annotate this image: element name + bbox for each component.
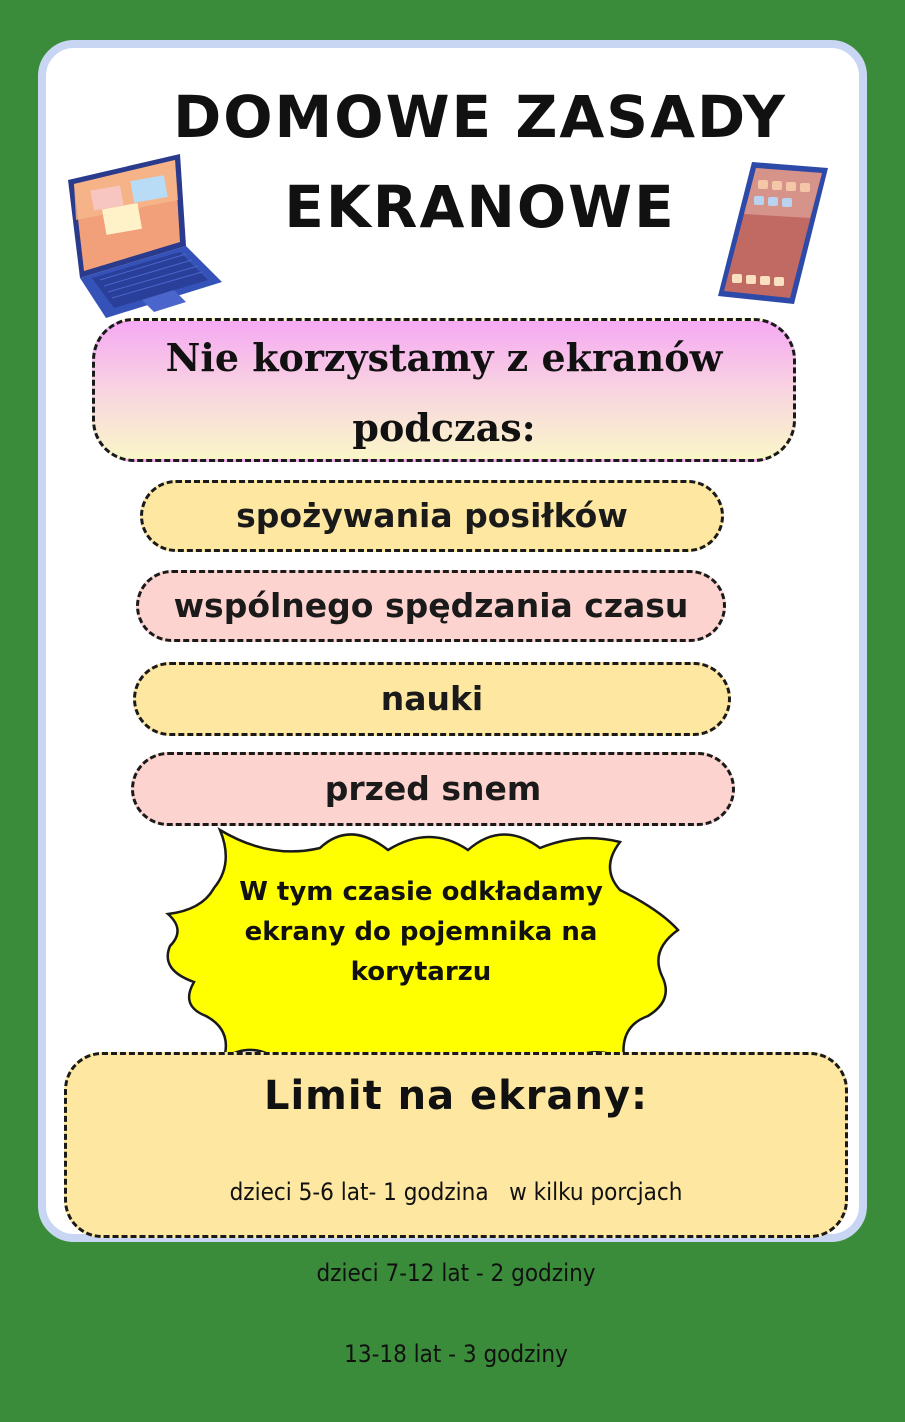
- title-line-2: EKRANOWE: [284, 173, 676, 241]
- lead-box: [92, 318, 796, 462]
- limit-line: dzieci 7-12 lat - 2 godziny: [316, 1259, 596, 1287]
- rule-pill-study: [133, 662, 731, 736]
- burst-message: [196, 872, 646, 992]
- rule-label: przed snem: [324, 769, 542, 808]
- burst-line-1: W tym czasie odkładamy: [239, 877, 603, 907]
- rule-pill-before-sleep: [131, 752, 735, 826]
- rule-pill-family-time: [136, 570, 726, 642]
- limit-line: dzieci 5-6 lat- 1 godzina w kilku porcjach: [229, 1178, 683, 1206]
- limit-line: 13-18 lat - 3 godziny: [344, 1340, 568, 1368]
- lead-line-2: podczas:: [352, 405, 536, 450]
- burst-line-2: ekrany do pojemnika na: [244, 917, 598, 947]
- screen-limit-box: [64, 1052, 848, 1368]
- rule-label: spożywania posiłków: [236, 496, 628, 535]
- title-line-1: DOMOWE ZASADY: [173, 83, 787, 151]
- rule-label: nauki: [380, 679, 484, 718]
- burst-line-3: korytarzu: [350, 957, 492, 987]
- rule-pill-meals: [140, 480, 724, 552]
- lead-line-1: Nie korzystamy z ekranów: [165, 335, 723, 380]
- limit-lines: [67, 1125, 845, 1422]
- laptop-icon: [62, 150, 227, 320]
- rule-label: wspólnego spędzania czasu: [173, 586, 689, 625]
- limit-title: Limit na ekrany:: [263, 1073, 649, 1119]
- smartphone-icon: [712, 158, 834, 308]
